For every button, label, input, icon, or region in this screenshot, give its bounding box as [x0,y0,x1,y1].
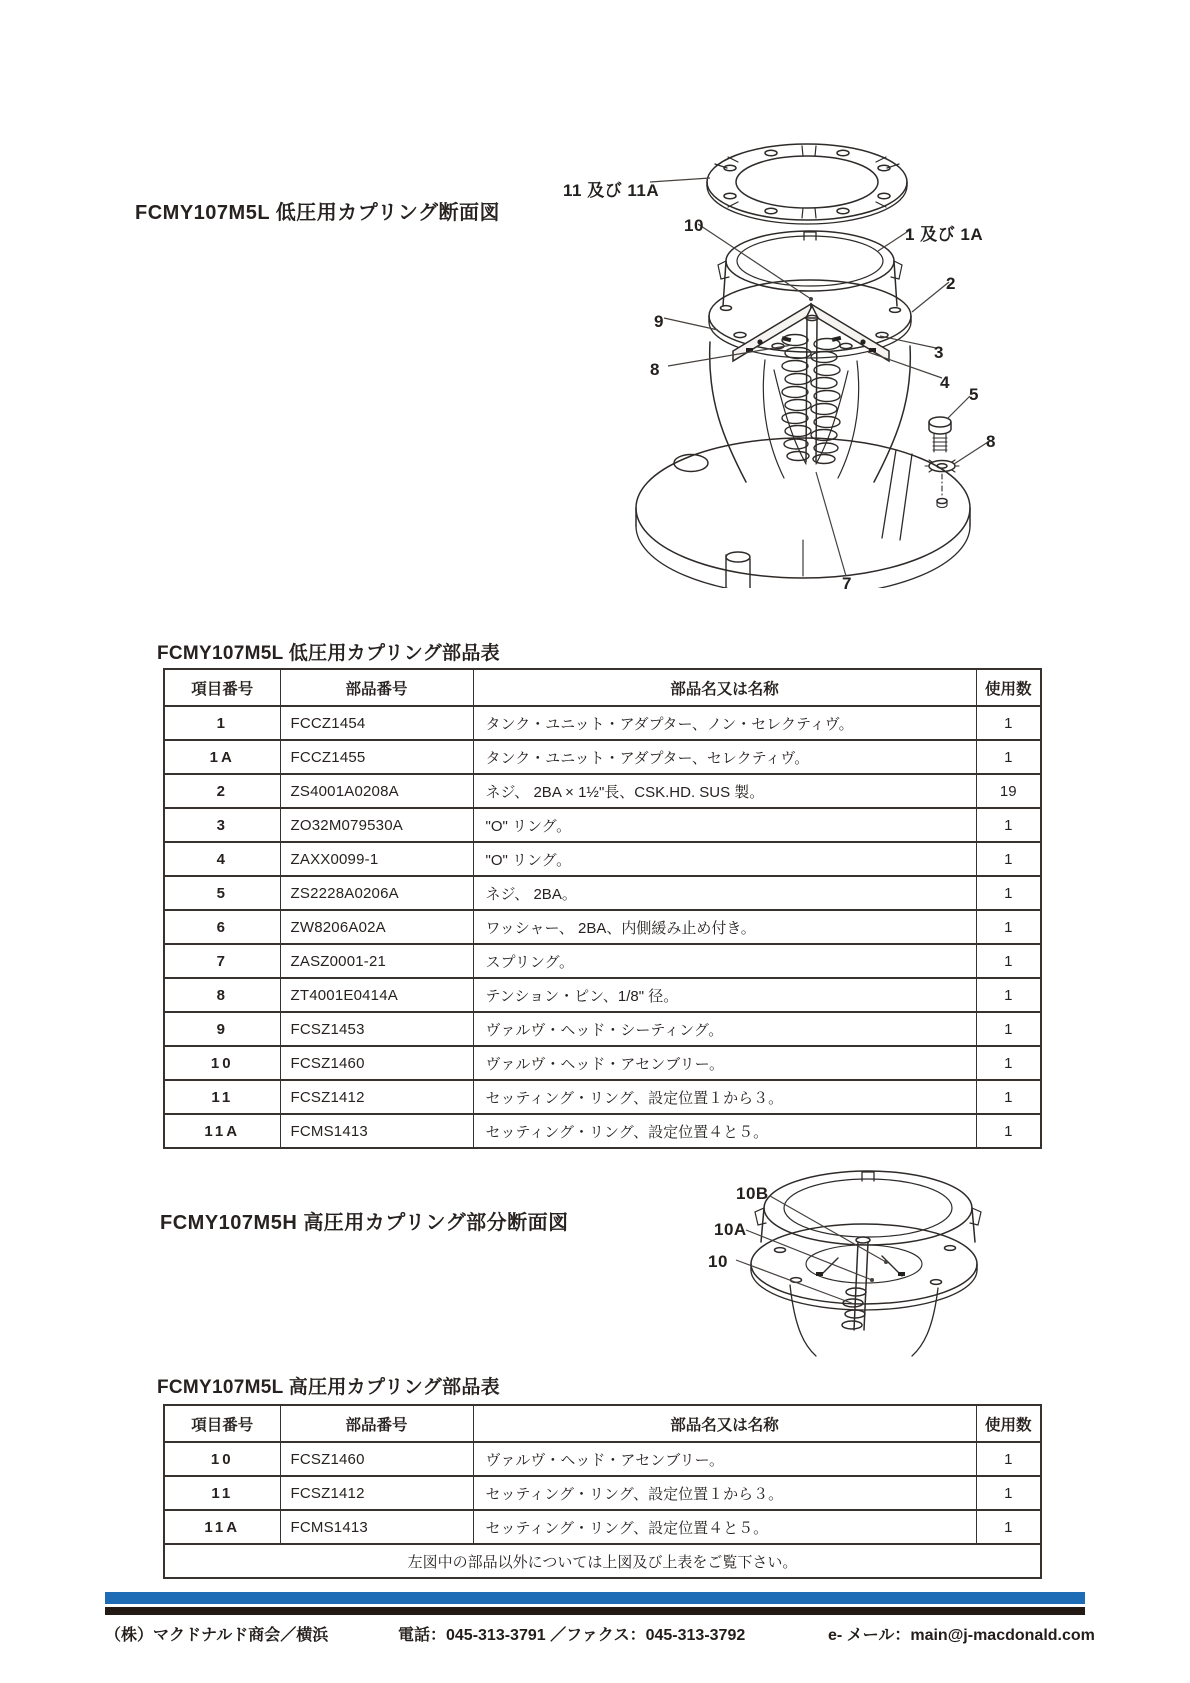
part-name-cell: セッティング・リング、設定位置１から３。 [473,1080,976,1114]
part-name-cell: テンション・ピン、1/8" 径。 [473,978,976,1012]
table-row [164,1046,1041,1080]
callout-10b: 10B [736,1184,769,1203]
quantity-cell: 1 [976,876,1041,910]
high-parts-table [163,1404,1042,1579]
quantity-cell: 1 [976,944,1041,978]
quantity-cell: 1 [976,1080,1041,1114]
part-number-cell: ZW8206A02A [280,910,473,944]
part-number-cell: FCSZ1453 [280,1012,473,1046]
part-name-cell: タンク・ユニット・アダプター、ノン・セレクティヴ。 [473,706,976,740]
quantity-cell: 1 [976,740,1041,774]
part-number-cell: FCSZ1412 [280,1080,473,1114]
part-name-cell: タンク・ユニット・アダプター、セレクティヴ。 [473,740,976,774]
item-number-cell: 6 [164,910,280,944]
part-number-cell: FCCZ1454 [280,706,473,740]
callout-5: 5 [969,385,979,404]
callout-3: 3 [934,343,944,362]
item-number-cell: 11 [164,1476,280,1510]
callout-8-left: 8 [650,360,660,379]
high-parts-table-title: FCMY107M5L 高圧用カプリング部品表 [157,1377,500,1398]
table-row [164,944,1041,978]
quantity-cell: 1 [976,842,1041,876]
item-number-cell: 4 [164,842,280,876]
col-header-quantity: 使用数 [976,1405,1041,1442]
table-row [164,774,1041,808]
col-header-part-name: 部品名又は名称 [473,1405,976,1442]
callout-4: 4 [940,373,950,392]
table-row [164,978,1041,1012]
table-row [164,1510,1041,1544]
part-number-cell: ZAXX0099-1 [280,842,473,876]
callout-1-1a: 1 及び 1A [905,225,984,244]
quantity-cell: 19 [976,774,1041,808]
part-number-cell: ZO32M079530A [280,808,473,842]
item-number-cell: 11 [164,1080,280,1114]
part-number-cell: ZT4001E0414A [280,978,473,1012]
tank-unit-adapter-part [718,231,902,306]
quantity-cell: 1 [976,1510,1041,1544]
part-number-cell: FCSZ1460 [280,1046,473,1080]
footer-phone-fax: 電話：045-313-3791 ／ファクス：045-313-3792 [398,1627,746,1644]
item-number-cell: 10 [164,1442,280,1476]
callout-11-11a: 11 及び 11A [563,181,660,200]
setting-ring-part [707,144,907,224]
item-number-cell: 7 [164,944,280,978]
low-parts-table [163,668,1042,1149]
quantity-cell: 1 [976,1442,1041,1476]
part-name-cell: ワッシャー、 2BA、内側緩み止め付き。 [473,910,976,944]
footer-company: （株）マクドナルド商会／横浜 [105,1627,329,1644]
table-row [164,808,1041,842]
part-name-cell: ネジ、 2BA × 1½"長、CSK.HD. SUS 製。 [473,774,976,808]
quantity-cell: 1 [976,808,1041,842]
table-row [164,842,1041,876]
footer-black-bar [105,1607,1085,1615]
item-number-cell: 11A [164,1510,280,1544]
quantity-cell: 1 [976,1012,1041,1046]
table-row [164,1476,1041,1510]
part-name-cell: セッティング・リング、設定位置４と５。 [473,1510,976,1544]
item-number-cell: 5 [164,876,280,910]
callout-10-high: 10 [708,1252,728,1271]
callout-2: 2 [946,274,956,293]
quantity-cell: 1 [976,910,1041,944]
col-header-item-number: 項目番号 [164,1405,280,1442]
col-header-part-number: 部品番号 [280,1405,473,1442]
part-number-cell: FCMS1413 [280,1114,473,1148]
part-number-cell: FCSZ1460 [280,1442,473,1476]
footer-email: e- メール：main@j-macdonald.com [828,1627,1095,1644]
table-row [164,1080,1041,1114]
callout-8-right: 8 [986,432,996,451]
col-header-part-name: 部品名又は名称 [473,669,976,706]
part-number-cell: FCCZ1455 [280,740,473,774]
callout-10a: 10A [714,1220,747,1239]
quantity-cell: 1 [976,978,1041,1012]
part-number-cell: FCSZ1412 [280,1476,473,1510]
spring-coils [782,335,840,464]
table-row [164,1012,1041,1046]
callout-9: 9 [654,312,664,331]
part-name-cell: ヴァルヴ・ヘッド・アセンブリー。 [473,1046,976,1080]
quantity-cell: 1 [976,706,1041,740]
part-number-cell: ZS4001A0208A [280,774,473,808]
item-number-cell: 11A [164,1114,280,1148]
item-number-cell: 10 [164,1046,280,1080]
part-number-cell: FCMS1413 [280,1510,473,1544]
part-name-cell: ヴァルヴ・ヘッド・シーティング。 [473,1012,976,1046]
table-note-cell: 左図中の部品以外については上図及び上表をご覧下さい。 [164,1544,1041,1578]
col-header-part-number: 部品番号 [280,669,473,706]
part-number-cell: ZS2228A0206A [280,876,473,910]
part-name-cell: "O" リング。 [473,808,976,842]
col-header-item-number: 項目番号 [164,669,280,706]
callout-7: 7 [842,574,852,593]
callout-10: 10 [684,216,704,235]
valve-body [710,342,911,482]
part-name-cell: セッティング・リング、設定位置１から３。 [473,1476,976,1510]
table-header-row [164,669,1041,706]
quantity-cell: 1 [976,1114,1041,1148]
item-number-cell: 3 [164,808,280,842]
item-number-cell: 1 [164,706,280,740]
item-number-cell: 2 [164,774,280,808]
table-header-row [164,1405,1041,1442]
low-parts-table-title: FCMY107M5L 低圧用カプリング部品表 [157,643,500,664]
part-name-cell: ヴァルヴ・ヘッド・アセンブリー。 [473,1442,976,1476]
item-number-cell: 9 [164,1012,280,1046]
quantity-cell: 1 [976,1046,1041,1080]
table-row [164,910,1041,944]
table-row [164,706,1041,740]
footer-blue-bar [105,1592,1085,1604]
table-note-row [164,1544,1041,1578]
part-name-cell: セッティング・リング、設定位置４と５。 [473,1114,976,1148]
quantity-cell: 1 [976,1476,1041,1510]
table-row [164,1442,1041,1476]
part-name-cell: スプリング。 [473,944,976,978]
section-title-high-pressure: FCMY107M5H 高圧用カプリング部分断面図 [160,1212,569,1234]
part-name-cell: ネジ、 2BA。 [473,876,976,910]
item-number-cell: 8 [164,978,280,1012]
high-pressure-coupling-partial-drawing [640,1140,1010,1375]
part-number-cell: ZASZ0001-21 [280,944,473,978]
col-header-quantity: 使用数 [976,669,1041,706]
table-row [164,876,1041,910]
part-name-cell: "O" リング。 [473,842,976,876]
table-row [164,740,1041,774]
item-number-cell: 1A [164,740,280,774]
section-title-low-pressure: FCMY107M5L 低圧用カプリング断面図 [135,202,501,224]
